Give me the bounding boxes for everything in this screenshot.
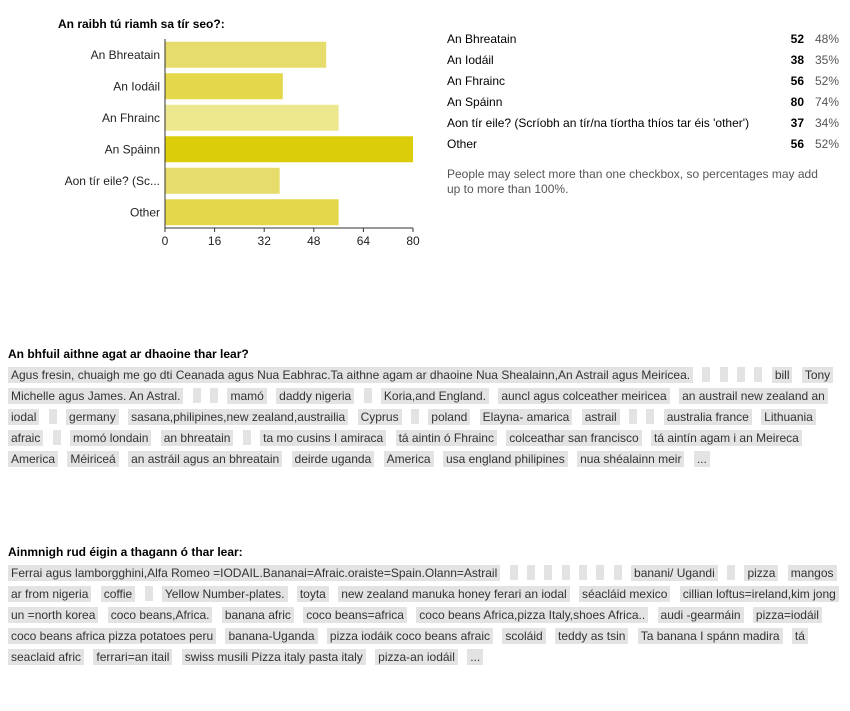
answer-tag: sasana,philipines,new zealand,austrailia [128,409,348,425]
answer-tag: Koria,and England. [381,388,489,404]
answer-tag: scoláid [502,628,545,644]
answer-tag: cillian loftus=ireland,kim jong un =north korea [8,586,839,623]
more-answers-indicator: ... [467,649,483,665]
answer-tag [49,409,57,424]
result-percent: 74% [814,95,839,109]
answer-tag [510,565,518,580]
question-3-title: Ainmnigh rud éigin a thagann ó thar lear: [8,545,243,559]
result-count: 80 [790,95,804,109]
category-label: An Iodáil [113,79,160,94]
result-row [447,52,842,73]
question-2-section [8,347,838,470]
answer-tag: australia france [664,409,752,425]
answer-tag [210,388,218,403]
category-label: Aon tír eile? (Sc... [64,173,160,188]
answer-tag: afraic [8,430,43,446]
answer-tag: pizza [744,565,778,581]
answer-tag: Agus fresin, chuaigh me go dti Ceanada agus Nua Eabhrac.Ta aithne agam ar dhaoine Nua Shealainn,An Astrail agus Meiricea. [8,367,693,383]
question-3-answers [8,563,838,668]
question-2-answers [8,365,838,470]
bar [165,168,280,194]
answer-tag: an astráil agus an bhreatain [128,451,282,467]
answer-tag: Elayna- amarica [480,409,573,425]
more-answers-indicator: ... [694,451,710,467]
answer-tag [629,409,637,424]
answer-tag [364,388,372,403]
answer-tag: toyta [297,586,329,602]
answer-tag: pizza-an iodáil [375,649,458,665]
answer-tag: germany [66,409,119,425]
answer-tag: daddy nigeria [276,388,354,404]
answer-tag: mamó [227,388,266,404]
answer-tag: colceathar san francisco [506,430,641,446]
answer-tag: Lithuania [761,409,816,425]
answer-tag: nua shéalainn meir [577,451,684,467]
answer-tag: Cyprus [358,409,402,425]
result-label: An Fhrainc [447,74,506,88]
answer-tag: seaclaid afric [8,649,84,665]
x-tick-label: 32 [257,234,271,248]
result-label: Other [447,137,478,151]
answer-tag: ferrari=an itail [93,649,172,665]
result-count: 37 [790,116,804,130]
answer-tag [720,367,728,382]
result-row [447,73,842,94]
answer-tag: tá aintin ó Fhrainc [396,430,497,446]
answer-tag: tá aintín agam i an Meireca [651,430,802,446]
answer-tag: Méiriceá [67,451,118,467]
answer-tag: astrail [582,409,620,425]
result-row [447,31,842,52]
result-row [447,94,842,115]
result-percent: 52% [814,74,839,88]
result-count: 52 [790,32,804,46]
answer-tag: coffie [101,586,135,602]
answer-tag [53,430,61,445]
result-percent: 48% [814,32,839,46]
x-tick-label: 16 [207,234,222,248]
question-2-title: An bhfuil aithne agat ar dhaoine thar lear? [8,347,249,361]
answer-tag: séacláid mexico [579,586,670,602]
result-label: An Spáinn [447,95,503,109]
answer-tag: banani/ Ugandi [631,565,718,581]
bar [165,42,326,68]
answer-tag: audi -gearmáin [658,607,744,623]
answer-tag: deirde uganda [292,451,375,467]
category-label: Other [129,205,160,220]
answer-tag [527,565,535,580]
bar [165,105,339,131]
x-tick-label: 80 [406,234,420,248]
answer-tag [737,367,745,382]
answer-tag: coco beans,Africa. [108,607,213,623]
answer-tag: poland [428,409,470,425]
answer-tag: an austrail new zealand an iodal [8,388,828,425]
x-tick-label: 0 [161,234,169,248]
answer-tag: teddy as tsin [555,628,628,644]
answer-tag: coco beans africa pizza potatoes peru [8,628,216,644]
answer-tag: pizza=iodáil [753,607,822,623]
result-row [447,115,842,136]
answer-tag: usa england philipines [443,451,568,467]
result-percent: 35% [814,53,839,67]
result-label: Aon tír eile? (Scríobh an tír/na tíortha thíos tar éis 'other') [447,116,750,130]
answer-tag [579,565,587,580]
answer-tag: Ferrai agus lamborgghini,Alfa Romeo =IODAIL.Bananai=Afraic.oraiste=Spain.Olann=Astrail [8,565,500,581]
answer-tag: auncl agus colceather meiricea [498,388,669,404]
answer-tag: pizza iodáik coco beans afraic [327,628,493,644]
result-label: An Bhreatain [447,32,517,46]
bar [165,136,413,162]
answer-tag: momó londain [70,430,151,446]
answer-tag [243,430,251,445]
x-tick-label: 64 [356,234,371,248]
answer-tag: mangos ar from nigeria [8,565,837,602]
result-percent: 34% [814,116,839,130]
answer-tag: Tony Michelle agus James. An Astral. [8,367,833,404]
percentage-note: People may select more than one checkbox, so percentages may add up to more than 100%. [447,167,818,196]
answer-tag: swiss musili Pizza italy pasta italy [182,649,366,665]
result-count: 38 [790,53,804,67]
answer-tag [702,367,710,382]
answer-tag [193,388,201,403]
answer-tag [544,565,552,580]
answer-tag: ta mo cusins I amiraca [260,430,386,446]
category-label: An Bhreatain [90,47,160,62]
answer-tag: America [384,451,434,467]
answer-tag [411,409,419,424]
bar [165,199,339,225]
result-percent: 52% [814,137,839,151]
answer-tag [145,586,153,601]
result-row [447,136,842,157]
result-count: 56 [790,137,804,151]
answer-tag: an bhreatain [161,430,234,446]
category-label: An Fhrainc [101,110,160,125]
answer-tag [727,565,735,580]
category-label: An Spáinn [104,142,160,157]
answer-tag: coco beans Africa,pizza Italy,shoes Africa.. [416,607,648,623]
answer-tag: new zealand manuka honey ferari an iodal [338,586,569,602]
question-3-section [8,545,838,668]
answer-tag: banana-Uganda [225,628,317,644]
bar [165,73,283,99]
answer-tag [646,409,654,424]
answer-tag: banana afric [222,607,294,623]
answer-tag: Ta banana I spánn madira [638,628,783,644]
answer-tag: coco beans=africa [303,607,407,623]
results-table [447,31,842,197]
result-label: An Iodáil [447,53,494,67]
answer-tag [596,565,604,580]
bar-chart [0,32,430,257]
answer-tag: America [8,451,58,467]
x-tick-label: 48 [307,234,321,248]
result-count: 56 [790,74,804,88]
question-1-title: An raibh tú riamh sa tír seo?: [58,17,225,31]
answer-tag: tá [792,628,808,644]
answer-tag [562,565,570,580]
answer-tag: Yellow Number-plates. [162,586,288,602]
answer-tag [614,565,622,580]
answer-tag: bill [772,367,793,383]
answer-tag [754,367,762,382]
